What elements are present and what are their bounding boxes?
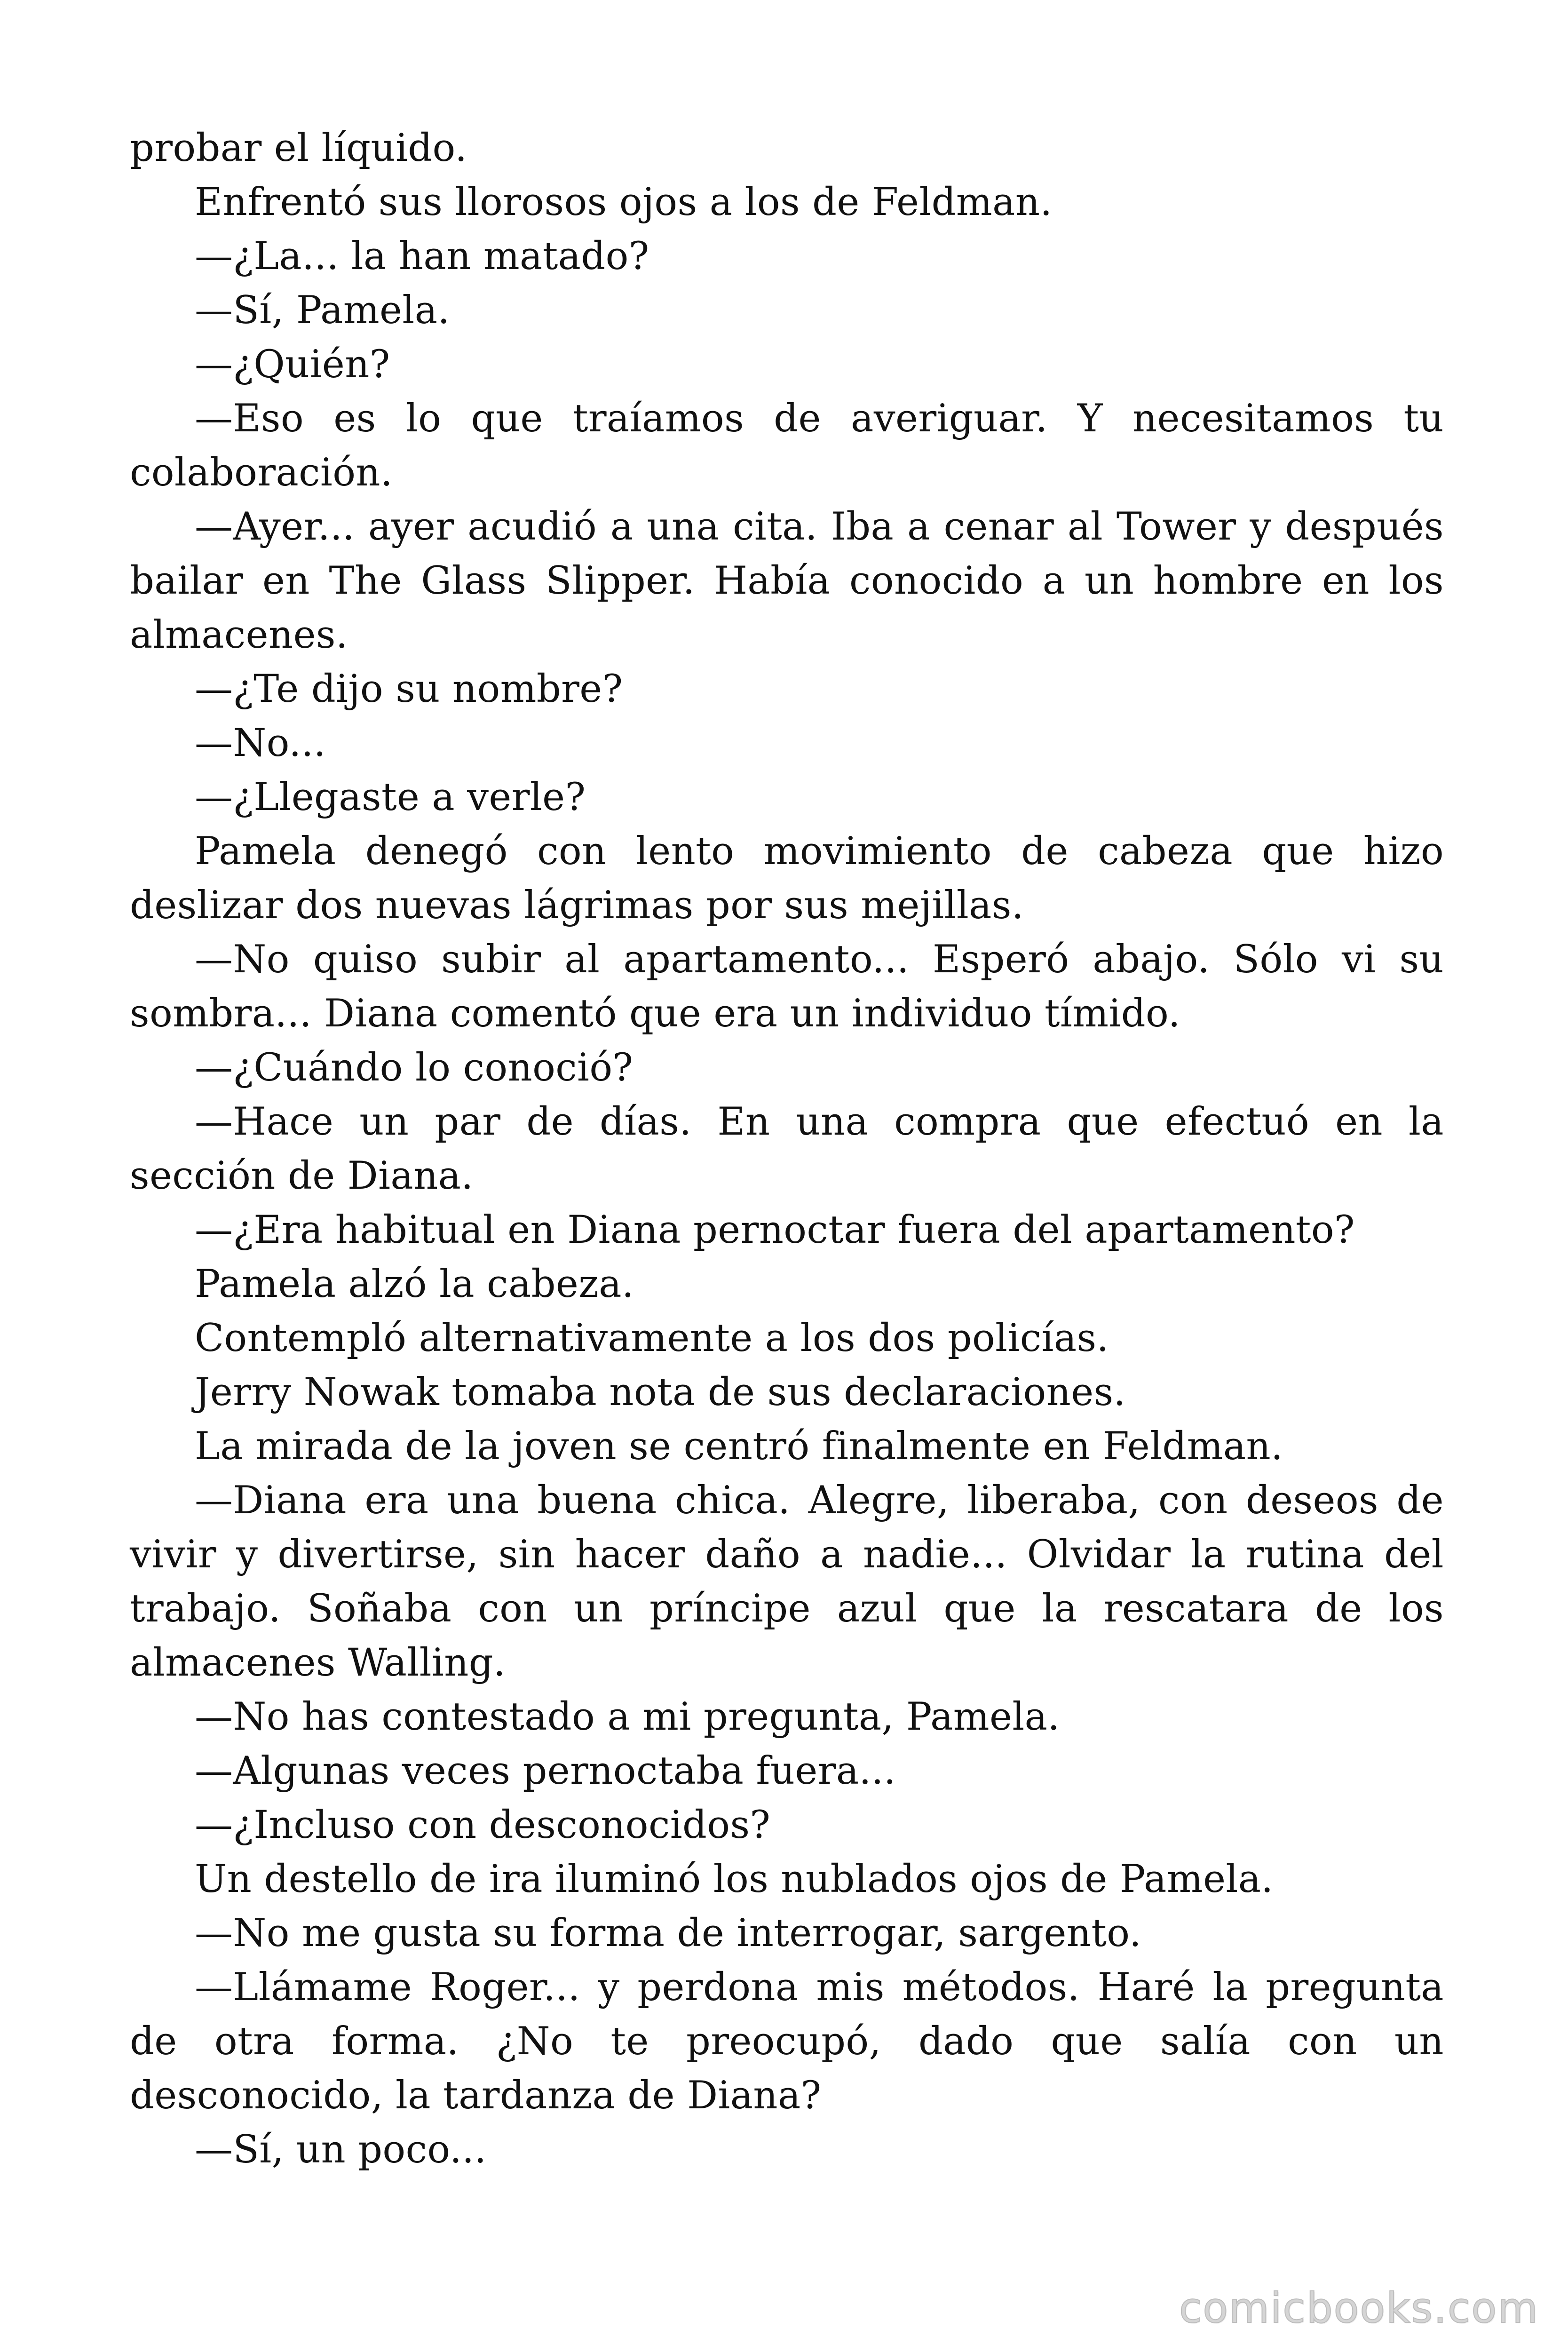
paragraph: Jerry Nowak tomaba nota de sus declaraciones. — [195, 1370, 1126, 1414]
paragraph: —¿Llegaste a verle? — [195, 775, 586, 819]
paragraph: —¿Era habitual en Diana pernoctar fuera del apartamento? — [195, 1208, 1355, 1252]
paragraph: —¿Te dijo su nombre? — [195, 667, 623, 711]
paragraph: —No has contestado a mi pregunta, Pamela. — [195, 1695, 1060, 1739]
paragraph: La mirada de la joven se centró finalmente en Feldman. — [195, 1424, 1283, 1469]
paragraph: —Sí, un poco... — [195, 2128, 487, 2172]
page-body — [130, 121, 1444, 2177]
paragraph: —No... — [195, 721, 326, 765]
paragraph: Pamela alzó la cabeza. — [195, 1262, 634, 1306]
watermark: comicbooks.com — [1179, 2284, 1539, 2332]
paragraph: probar el líquido. — [130, 126, 467, 170]
paragraph: —Sí, Pamela. — [195, 288, 450, 333]
paragraph: —Diana era una buena chica. Alegre, liberaba, con deseos de vivir y divertirse, sin hacer daño a nadie... Olvidar la rutina del trabajo. Soñaba con un príncipe azul que la rescatara de los almacenes Walling. — [130, 1478, 1444, 1685]
paragraph: —¿La... la han matado? — [195, 234, 649, 278]
paragraph: —¿Cuándo lo conoció? — [195, 1046, 634, 1090]
paragraph: —Hace un par de días. En una compra que efectuó en la sección de Diana. — [130, 1100, 1444, 1198]
paragraph: Enfrentó sus llorosos ojos a los de Feldman. — [195, 180, 1053, 224]
paragraph: —No me gusta su forma de interrogar, sargento. — [195, 1911, 1142, 1955]
paragraph: —¿Incluso con desconocidos? — [195, 1803, 771, 1847]
paragraph: —Llámame Roger... y perdona mis métodos. Haré la pregunta de otra forma. ¿No te preocupó, dado que salía con un desconocido, la tardanza de Diana? — [130, 1965, 1444, 2118]
paragraph: —Ayer... ayer acudió a una cita. Iba a cenar al Tower y después bailar en The Glass Slipper. Había conocido a un hombre en los almacenes. — [130, 505, 1444, 657]
paragraph: —Eso es lo que traíamos de averiguar. Y necesitamos tu colaboración. — [130, 397, 1444, 495]
paragraph: Pamela denegó con lento movimiento de cabeza que hizo deslizar dos nuevas lágrimas por sus mejillas. — [130, 829, 1444, 928]
paragraph: —No quiso subir al apartamento... Esperó abajo. Sólo vi su sombra... Diana comentó que era un individuo tímido. — [130, 938, 1444, 1036]
paragraph: —Algunas veces pernoctaba fuera... — [195, 1749, 896, 1793]
paragraph: —¿Quién? — [195, 342, 390, 387]
paragraph: Contempló alternativamente a los dos policías. — [195, 1316, 1109, 1360]
paragraph: Un destello de ira iluminó los nublados ojos de Pamela. — [195, 1857, 1274, 1901]
